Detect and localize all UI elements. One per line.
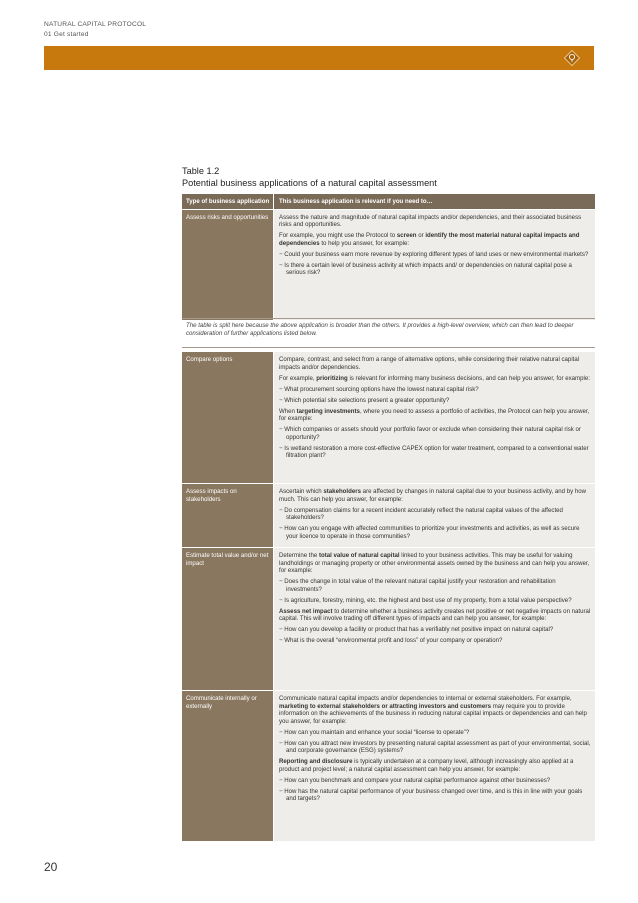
example-question: − Does the change in total value of the relevant natural capital justify your restoration and rehabilitation investments?: [279, 578, 556, 593]
example-question: − How has the natural capital performance of your business changed over time, and is this in line with your goals and targets?: [279, 787, 583, 802]
description-text: For example, prioritizing is relevant for informing many business decisions, and can help you answer, for example:: [279, 374, 590, 382]
table-split-note: The table is split here because the above application is broader than the others. It provides a high-level overview, which can then lead to deeper consideration of further applications listed below.: [182, 318, 595, 348]
section-color-band: [44, 46, 594, 70]
row-description: [273, 352, 595, 483]
description-text: Assess the nature and magnitude of natural capital impacts and/or dependencies, and their associated business risks and opportunities.: [279, 213, 582, 228]
header-protocol-title: NATURAL CAPITAL PROTOCOL: [44, 21, 147, 28]
column-header-type: Type of business application: [182, 194, 273, 209]
example-question: − How can you engage with affected communities to prioritize your investments and activities, as well as secure your licence to operate in those communities?: [279, 525, 580, 540]
table-number: Table 1.2: [182, 166, 220, 176]
table-row-communicate: [182, 691, 595, 842]
example-question: − How can you develop a facility or product that has a verifiably net positive impact on natural capital?: [279, 626, 554, 633]
description-text: Assess net impact to determine whether a business activity creates net positive or net negative impacts on natural capital. This will involve trading off different types of impacts and can help you answer, for example:: [279, 607, 591, 622]
row-type-label: Compare options: [182, 352, 273, 483]
description-text: Determine the total value of natural capital linked to your business activities. This may be useful for valuing landholdings or managing property or other environmental assets owned by the business and can help you answer, for example:: [279, 552, 590, 574]
example-question: − How can you attract new investors by presenting natural capital assessment as part of your environmental, social, and corporate governance (ESG) systems?: [279, 739, 591, 754]
example-question: − Which companies or assets should your portfolio favor or exclude when considering their natural capital risk or opportunity?: [279, 426, 581, 441]
column-header-relevance: This business application is relevant if you need to…: [273, 194, 595, 209]
table-row-compare-options: [182, 352, 595, 484]
example-question: − How can you maintain and enhance your social “license to operate”?: [279, 728, 470, 736]
description-text: Ascertain which stakeholders are affected by changes in natural capital due to your business activity, and by how much. This can help you answer, for example:: [279, 488, 587, 503]
example-question: − Is wetland restoration a more cost-effective CAPEX option for water treatment, compared to a conventional water filtration plant?: [279, 444, 589, 459]
applications-table-part-1: [182, 194, 595, 321]
table-title: Potential business applications of a natural capital assessment: [182, 178, 437, 188]
row-type-label: Assess risks and opportunities: [182, 210, 273, 320]
table-caption: [182, 165, 437, 189]
table-row-assess-risks: [182, 210, 595, 321]
example-question: − How can you benchmark and compare your natural capital performance against other businesses?: [279, 776, 551, 784]
table-row-estimate-value: [182, 548, 595, 691]
row-type-label: Assess impacts on stakeholders: [182, 484, 273, 547]
tree-in-circle-icon: [564, 50, 580, 66]
applications-table-part-2: [182, 352, 595, 842]
row-description: [273, 548, 595, 690]
row-description: [273, 210, 595, 320]
row-type-label: Communicate internally or externally: [182, 691, 273, 841]
example-question: − What procurement sourcing options have the lowest natural capital risk?: [279, 385, 479, 393]
table-row-assess-stakeholders: [182, 484, 595, 548]
example-question: − What is the overall “environmental profit and loss” of your company or operation?: [279, 637, 503, 644]
row-description: [273, 484, 595, 547]
description-text: For example, you might use the Protocol to screen or identify the most material natural capital impacts and dependencies to help you answer, for example:: [279, 232, 580, 247]
example-question: − Is agriculture, forestry, mining, etc. the highest and best use of my property, from a total value perspective?: [279, 596, 572, 604]
table-header-row: [182, 194, 595, 210]
example-question: − Do compensation claims for a recent incident accurately reflect the natural capital values of the affected stakeholders?: [279, 506, 563, 521]
example-question: − Is there a certain level of business activity at which impacts and/ or dependencies on natural capital pose a serious risk?: [279, 261, 572, 276]
running-header: [44, 20, 146, 39]
row-type-label: Estimate total value and/or net impact: [182, 548, 273, 690]
description-text: When targeting investments, where you need to assess a portfolio of activities, the Protocol can help you answer, for example:: [279, 407, 590, 422]
row-description: [273, 691, 595, 841]
header-section: 01 Get started: [44, 30, 89, 38]
example-question: − Could your business earn more revenue by exploring different types of land uses or new environmental markets?: [279, 250, 589, 258]
page-number: 20: [44, 860, 58, 874]
example-question: − Which potential site selections present a greater opportunity?: [279, 396, 450, 404]
description-text: Compare, contrast, and select from a range of alternative options, while considering their relative natural capital impacts and/or dependencies.: [279, 356, 580, 371]
description-text: Communicate natural capital impacts and/or dependencies to internal or external stakeholders. For example, marketing to external stakeholders or attracting investors and customers may require you to provide information on the achievements of the business in reducing natural capital impacts or dependencies and can help you answer, for example:: [279, 695, 587, 725]
description-text: Reporting and disclosure is typically undertaken at a company level, although increasingly also applied at a product and project level; a natural capital assessment can help you answer, for example:: [279, 758, 574, 773]
